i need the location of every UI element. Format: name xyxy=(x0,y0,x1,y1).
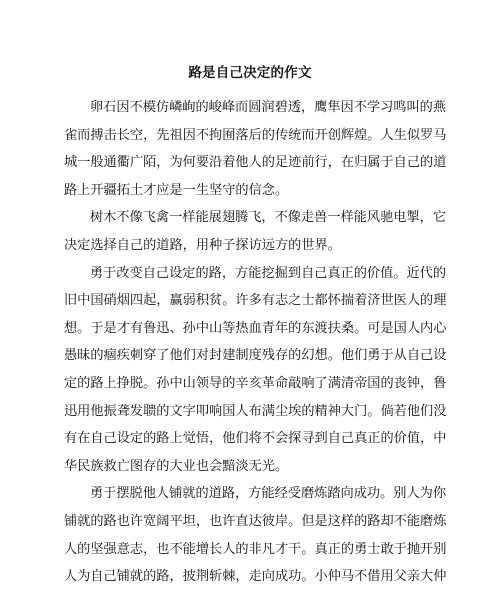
paragraph-3-line-2: 旧中国硝烟四起，赢弱积贫。许多有志之士都怀揣着济世医人的理 xyxy=(64,293,447,309)
paragraph-4-line-1: 勇于摆脱他人铺就的道路，方能经受磨炼踏向成功。别人为你 xyxy=(90,486,447,502)
paragraph-2-line-2: 决定选择自己的道路，用种子探访远方的世界。 xyxy=(64,237,341,253)
paragraph-3-line-1: 勇于改变自己设定的路，方能挖掘到自己真正的价值。近代的 xyxy=(90,265,447,281)
paragraph-3-line-4: 愚昧的痼疾刺穿了他们对封建制度残存的幻想。他们勇于从自己设 xyxy=(64,348,447,364)
document-body xyxy=(64,94,446,591)
paragraph-1-line-4: 路上开疆拓土才应是一生坚守的信念。 xyxy=(64,182,289,198)
paragraph-1-line-2: 雀而搏击长空，先祖因不拘囿落后的传统而开创辉煌。人生似罗马 xyxy=(64,127,447,143)
paragraph-4-line-4: 人为自己铺就的路，披荆斩棘，走向成功。小仲马不借用父亲大仲 xyxy=(64,569,447,585)
paragraph-3-line-7: 有在自己设定的路上觉悟，他们将不会探寻到自己真正的价值，中 xyxy=(64,431,447,447)
paragraph-4-line-2: 铺就的路也许宽阔平坦，也许直达彼岸。但是这样的路却不能磨炼 xyxy=(64,513,447,529)
paragraph-3-line-6: 迅用他振聋发聩的文字叩响国人布满尘埃的精神大门。倘若他们没 xyxy=(64,403,447,419)
paragraph-2-line-1: 树木不像飞禽一样能展翅腾飞，不像走兽一样能风驰电掣，它 xyxy=(90,210,447,226)
paragraph-3-line-5: 定的路上挣脱。孙中山领导的辛亥革命敲响了满清帝国的丧钟，鲁 xyxy=(64,375,447,391)
paragraph-1-line-1: 卵石因不模仿嶙峋的峻峰而圆润碧透，鹰隼因不学习鸣叫的燕 xyxy=(90,100,447,115)
document-title: 路是自己决定的作文 xyxy=(188,65,312,81)
paragraph-4-line-3: 人的坚强意志，也不能增长人的非凡才干。真正的勇士敢于抛开别 xyxy=(64,541,447,557)
paragraph-1-line-3: 城一般通衢广陌，为何要沿着他人的足迹前行，在归属于自己的道 xyxy=(64,155,447,171)
paragraph-3-line-8: 华民族救亡图存的大业也会黯淡无光。 xyxy=(64,458,289,474)
paragraph-3-line-3: 想。于是才有鲁迅、孙中山等热血青年的东渡扶桑。可是国人内心 xyxy=(64,320,447,336)
